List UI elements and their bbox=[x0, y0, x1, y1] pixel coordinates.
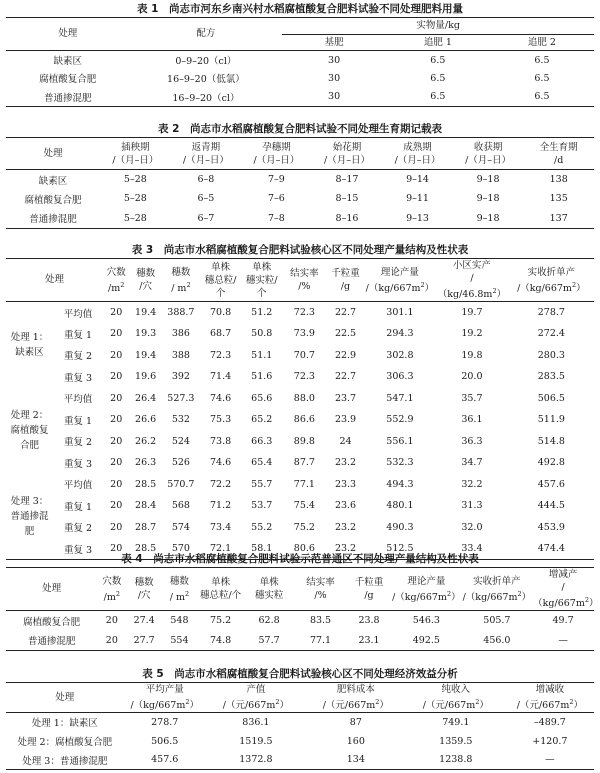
t3-cell: 302.8 bbox=[386, 349, 414, 361]
t5-body bbox=[6, 713, 594, 770]
t2-cell-treat: 普通掺混肥 bbox=[29, 214, 77, 225]
t4-cell: 27.7 bbox=[133, 634, 155, 646]
t3-cell: 36.3 bbox=[461, 435, 483, 447]
table-row bbox=[6, 388, 594, 410]
t3-cell-sub: 重复 3 bbox=[63, 544, 93, 556]
t5-header-col: 增减收 /（元$/667m^2$） bbox=[516, 684, 583, 712]
t4-cell: 74.8 bbox=[210, 634, 232, 646]
t3-cell: 570 bbox=[171, 543, 190, 555]
t3-cell: 86.6 bbox=[293, 414, 315, 426]
t3-cell: 32.0 bbox=[461, 521, 483, 533]
t4-header-col: 结实率 /% bbox=[306, 577, 335, 602]
t4-cell: — bbox=[558, 634, 568, 646]
t3-cell: 506.5 bbox=[537, 392, 565, 404]
t4-header-col: 穴数 $/m^2$ bbox=[102, 575, 122, 603]
t3-cell-sub: 重复 1 bbox=[63, 329, 93, 341]
t5-cell: 1372.8 bbox=[239, 754, 273, 766]
t3-cell: 72.1 bbox=[210, 543, 232, 555]
table-row bbox=[6, 189, 594, 209]
t1-cell-top1: 6.5 bbox=[430, 72, 446, 84]
t1-cell-top2: 6.5 bbox=[534, 54, 550, 66]
t3-cell: 20 bbox=[110, 414, 123, 426]
t2-header-col: 始花期 /（月–日） bbox=[324, 141, 370, 166]
t4-cell: 75.2 bbox=[210, 615, 232, 627]
t5-cell-treat: 处理 1：缺素区 bbox=[31, 718, 98, 730]
t3-cell: 28.7 bbox=[135, 521, 157, 533]
t3-cell: 19.4 bbox=[135, 307, 157, 319]
t5-cell: 836.1 bbox=[242, 716, 270, 728]
t4-header-col: 理论产量 $/(kg/667m^2)$ bbox=[392, 575, 461, 603]
t3-cell: 19.2 bbox=[461, 328, 483, 340]
t3-cell: 51.6 bbox=[251, 371, 273, 383]
t5-cell: –489.7 bbox=[533, 716, 566, 728]
t1-header-amount: 实物量/kg bbox=[416, 20, 460, 31]
table-1-caption: 表 1 尚志市河东乡南兴村水稻腐植酸复合肥料试验不同处理肥料用量 bbox=[137, 3, 463, 15]
t4-cell: 505.7 bbox=[483, 615, 511, 627]
t3-cell: 34.7 bbox=[461, 457, 483, 469]
t3-cell: 20 bbox=[110, 349, 123, 361]
t2-cell: 8–16 bbox=[335, 212, 359, 224]
t3-group-label: 处理 2：腐植酸复合肥 bbox=[10, 410, 49, 452]
t3-cell-sub: 重复 3 bbox=[63, 458, 93, 470]
t5-header-col: 肥料成本 /（元$/667m^2$） bbox=[322, 684, 389, 712]
t4-cell: 456.0 bbox=[483, 634, 511, 646]
t3-cell: 526 bbox=[171, 457, 190, 469]
t3-cell: 527.3 bbox=[167, 392, 195, 404]
t3-cell: 23.2 bbox=[334, 521, 357, 533]
t5-cell-treat: 处理 3：普通掺混肥 bbox=[22, 755, 108, 767]
t5-cell: 1359.5 bbox=[439, 735, 473, 747]
table-row bbox=[6, 69, 594, 88]
t3-cell: 20 bbox=[110, 435, 123, 447]
t4-cell: 554 bbox=[170, 634, 189, 646]
t2-header-col: 收获期 /（月–日） bbox=[465, 141, 512, 166]
t3-cell: 24 bbox=[339, 435, 352, 447]
t3-cell-sub: 重复 2 bbox=[63, 523, 93, 535]
t3-cell: 306.3 bbox=[386, 371, 414, 383]
t1-cell-base: 30 bbox=[328, 54, 341, 66]
t3-cell: 26.3 bbox=[135, 457, 157, 469]
t3-cell: 75.3 bbox=[210, 414, 232, 426]
t3-cell-sub: 平均值 bbox=[63, 394, 93, 406]
t3-cell: 72.3 bbox=[293, 307, 315, 319]
t3-cell: 72.3 bbox=[293, 371, 315, 383]
t3-cell: 73.8 bbox=[210, 435, 232, 447]
t1-header-treat: 处理 bbox=[58, 28, 78, 39]
t3-cell: 283.5 bbox=[537, 371, 565, 383]
t3-cell: 20 bbox=[110, 478, 123, 490]
t3-header-col: 千粒重 /g bbox=[331, 268, 360, 293]
t3-cell: 280.3 bbox=[537, 349, 565, 361]
t3-cell: 89.8 bbox=[293, 435, 315, 447]
t3-cell: 386 bbox=[171, 328, 190, 340]
t1-cell-formula: 0–9–20（cl） bbox=[175, 56, 237, 67]
table-row bbox=[6, 713, 594, 732]
t2-header-treat: 处理 bbox=[43, 147, 63, 159]
t3-header-treat: 处理 bbox=[44, 274, 64, 286]
table-row bbox=[6, 431, 594, 453]
t3-cell: 72.3 bbox=[210, 349, 232, 361]
t1-cell-formula: 16–9–20（低氯） bbox=[167, 74, 245, 86]
t3-cell: 272.4 bbox=[537, 328, 565, 340]
t3-cell: 457.6 bbox=[537, 478, 565, 490]
t3-cell: 480.1 bbox=[386, 500, 414, 512]
t3-cell: 26.6 bbox=[135, 414, 157, 426]
t4-cell: 548 bbox=[170, 615, 189, 627]
t3-cell: 23.3 bbox=[334, 478, 357, 490]
t3-cell: 532 bbox=[171, 414, 190, 426]
t3-cell: 68.7 bbox=[210, 328, 232, 340]
t1-cell-top1: 6.5 bbox=[430, 54, 446, 66]
t1-cell-formula: 16–9–20（cl） bbox=[172, 92, 240, 104]
t3-cell: 392 bbox=[171, 371, 190, 383]
t3-header-col: 穗数 /穴 bbox=[136, 268, 156, 293]
t3-cell: 80.6 bbox=[293, 543, 315, 555]
t3-cell: 23.2 bbox=[334, 457, 357, 469]
t5-cell: +120.7 bbox=[532, 735, 568, 747]
t3-cell: 71.4 bbox=[210, 371, 232, 383]
t3-cell: 26.2 bbox=[135, 435, 157, 447]
table-row bbox=[6, 323, 594, 345]
t3-cell: 50.8 bbox=[251, 328, 273, 340]
t5-cell: 278.7 bbox=[151, 716, 179, 728]
table-row bbox=[6, 170, 594, 190]
t4-header-col: 穗数 /穴 bbox=[134, 577, 154, 602]
t4-header-col: 千粒重 /g bbox=[354, 577, 384, 602]
t4-header-treat: 处理 bbox=[42, 583, 62, 595]
t3-cell-sub: 重复 2 bbox=[63, 351, 93, 363]
t3-cell: 19.6 bbox=[135, 371, 157, 383]
t2-cell: 9–11 bbox=[406, 193, 429, 205]
t4-body bbox=[6, 611, 594, 651]
t2-cell: 5–28 bbox=[123, 193, 147, 205]
t5-cell: 160 bbox=[346, 735, 365, 747]
table-row bbox=[6, 409, 594, 431]
t3-cell: 19.3 bbox=[135, 328, 157, 340]
t3-cell: 28.4 bbox=[135, 500, 157, 512]
t3-cell: 568 bbox=[171, 500, 190, 512]
table-row bbox=[6, 517, 594, 539]
t3-cell: 20 bbox=[110, 457, 123, 469]
t3-cell: 490.3 bbox=[386, 521, 414, 533]
t2-cell: 6–8 bbox=[197, 174, 215, 185]
t3-cell: 88.0 bbox=[293, 392, 315, 404]
t3-cell: 31.3 bbox=[461, 500, 483, 512]
t4-header-col: 增减产 $/(kg/667m^2)$ bbox=[533, 569, 599, 610]
t2-cell-treat: 腐植酸复合肥 bbox=[24, 194, 82, 206]
t2-cell: 8–15 bbox=[335, 193, 359, 205]
t3-cell: 22.5 bbox=[334, 328, 357, 340]
table-row bbox=[6, 631, 594, 651]
t4-cell: 49.7 bbox=[552, 615, 574, 627]
table-row bbox=[6, 732, 594, 751]
t3-header-col: 单株 穗总粒/个 bbox=[204, 261, 237, 299]
t3-cell: 58.1 bbox=[251, 543, 273, 555]
table-row bbox=[6, 345, 594, 367]
t1-cell-top2: 6.5 bbox=[534, 91, 550, 102]
t3-header-col: 穴数 $/m^2$ bbox=[106, 266, 126, 294]
t1-body bbox=[6, 51, 594, 107]
t3-cell-sub: 重复 1 bbox=[63, 415, 93, 427]
t2-cell: 9–18 bbox=[476, 193, 500, 205]
t3-cell: 22.7 bbox=[334, 307, 357, 319]
t3-cell: 70.7 bbox=[293, 349, 315, 361]
t3-cell-sub: 平均值 bbox=[63, 308, 93, 320]
t3-cell: 33.4 bbox=[461, 543, 483, 555]
table-2-caption: 表 2 尚志市水稻腐植酸复合肥料试验不同处理生育期记载表 bbox=[158, 123, 442, 135]
t2-header-col: 孕穗期 /（月–日） bbox=[253, 141, 300, 166]
t1-cell-top1: 6.5 bbox=[430, 91, 446, 102]
t5-cell: 506.5 bbox=[151, 735, 179, 747]
t2-cell: 9–18 bbox=[476, 174, 500, 185]
t3-cell: 19.7 bbox=[461, 307, 483, 319]
t3-cell: 70.8 bbox=[210, 307, 232, 319]
t4-header-col: 实收折单产 $/(kg/667m^2)$ bbox=[462, 575, 532, 603]
t5-cell: 457.6 bbox=[151, 754, 179, 766]
t3-cell: 77.1 bbox=[293, 478, 315, 490]
t3-cell: 74.6 bbox=[210, 457, 232, 469]
table-row bbox=[6, 51, 594, 70]
t5-header-col: 平均产量 $/(kg/667m^2)$ bbox=[130, 684, 200, 712]
table-4-caption: 表 4 尚志市水稻腐植酸复合肥料试验示范普通区不同处理产量结构及性状表 bbox=[121, 553, 479, 565]
t2-header-col: 插秧期 /（月–日） bbox=[112, 141, 159, 166]
table-5-grid bbox=[6, 682, 594, 770]
t2-header-col: 成熟期 /（月–日） bbox=[394, 141, 441, 166]
t3-cell: 55.7 bbox=[251, 478, 273, 490]
table-2-grid bbox=[6, 137, 594, 229]
t3-cell: 19.4 bbox=[135, 349, 157, 361]
t3-cell: 23.2 bbox=[334, 543, 357, 555]
t2-header-col: 全生育期 /d bbox=[539, 141, 578, 166]
t4-header-col: 单株 穗总粒/个 bbox=[199, 577, 242, 602]
t1-cell-treat: 普通掺混肥 bbox=[43, 92, 92, 104]
t3-cell: 570.7 bbox=[167, 478, 195, 490]
t3-header-col: 理论产量 $/(kg/667m^2)$ bbox=[365, 266, 435, 294]
t3-cell: 32.2 bbox=[461, 478, 483, 490]
t3-cell: 23.9 bbox=[334, 414, 357, 426]
t4-cell: 77.1 bbox=[309, 634, 332, 646]
t2-cell: 7–6 bbox=[268, 193, 285, 205]
t3-cell: 574 bbox=[171, 521, 190, 533]
t3-group-label: 处理 1：缺素区 bbox=[10, 331, 49, 358]
t3-cell: 28.5 bbox=[135, 543, 157, 555]
t3-cell: 23.6 bbox=[334, 500, 357, 512]
t3-cell: 87.7 bbox=[293, 457, 315, 469]
t3-cell: 494.3 bbox=[386, 478, 414, 490]
table-row bbox=[6, 209, 594, 229]
table-5-caption: 表 5 尚志市水稻腐植酸复合肥料试验核心区不同处理经济效益分析 bbox=[142, 668, 458, 680]
t3-cell: 72.2 bbox=[210, 478, 232, 490]
t2-cell: 6–5 bbox=[197, 193, 215, 205]
t2-cell: 7–8 bbox=[268, 212, 285, 224]
t2-cell: 9–14 bbox=[406, 174, 429, 185]
t4-cell: 23.1 bbox=[358, 634, 380, 646]
t4-cell: 23.8 bbox=[358, 615, 380, 627]
t3-cell: 514.8 bbox=[537, 435, 565, 447]
table-3-caption: 表 3 尚志市水稻腐植酸复合肥料试验核心区不同处理产量结构及性状表 bbox=[131, 244, 469, 256]
t5-header-col: 产值 /（元$/667m^2$） bbox=[222, 684, 289, 712]
table-2 bbox=[6, 122, 594, 229]
t4-cell: 546.3 bbox=[412, 615, 440, 627]
t2-cell: 135 bbox=[549, 193, 568, 205]
table-1 bbox=[6, 2, 594, 107]
t2-cell: 137 bbox=[549, 212, 568, 224]
t2-cell: 7–9 bbox=[268, 174, 285, 185]
t3-cell: 20 bbox=[110, 307, 123, 319]
t3-cell-sub: 平均值 bbox=[63, 480, 93, 492]
t5-cell: 87 bbox=[349, 716, 362, 728]
t2-cell-treat: 缺素区 bbox=[38, 175, 68, 187]
t3-cell: 19.8 bbox=[461, 349, 483, 361]
t3-cell: 71.2 bbox=[210, 500, 232, 512]
t4-cell-treat: 腐植酸复合肥 bbox=[23, 616, 81, 628]
t3-cell: 65.2 bbox=[251, 414, 273, 426]
t3-cell: 474.4 bbox=[537, 543, 565, 555]
t5-header-col: 纯收入 /（元$/667m^2$） bbox=[422, 684, 489, 712]
t3-cell: 35.7 bbox=[461, 392, 483, 404]
t3-cell: 492.8 bbox=[537, 457, 565, 469]
t3-cell: 23.7 bbox=[334, 392, 357, 404]
t3-cell: 22.9 bbox=[334, 349, 357, 361]
t5-cell: 1519.5 bbox=[239, 735, 273, 747]
table-row bbox=[6, 366, 594, 388]
t3-cell: 547.1 bbox=[386, 392, 414, 404]
t3-cell: 75.4 bbox=[293, 500, 315, 512]
t3-cell: 20 bbox=[110, 371, 123, 383]
t3-cell-sub: 重复 3 bbox=[63, 372, 93, 384]
t4-cell: 57.7 bbox=[258, 634, 280, 646]
table-row bbox=[6, 474, 594, 496]
t3-header-col: 单株 穗实粒/个 bbox=[245, 261, 278, 299]
t1-cell-treat: 腐植酸复合肥 bbox=[39, 74, 97, 86]
t3-cell: 388.7 bbox=[167, 307, 195, 319]
t5-cell: 134 bbox=[346, 754, 365, 766]
t3-cell: 524 bbox=[171, 435, 190, 447]
table-row bbox=[6, 88, 594, 107]
table-row bbox=[6, 751, 594, 770]
t2-body bbox=[6, 170, 594, 229]
t3-cell-sub: 重复 2 bbox=[63, 437, 93, 449]
t3-cell: 453.9 bbox=[537, 521, 565, 533]
t3-cell: 20 bbox=[110, 328, 123, 340]
table-row bbox=[6, 302, 594, 324]
t3-cell: 301.1 bbox=[386, 307, 414, 319]
t1-header-base: 基肥 bbox=[282, 35, 385, 51]
t1-cell-treat: 缺素区 bbox=[53, 56, 82, 67]
t1-header-top1: 追肥 1 bbox=[386, 35, 490, 51]
t1-header-top2: 追肥 2 bbox=[490, 35, 594, 51]
t5-cell-treat: 处理 2：腐植酸复合肥 bbox=[17, 737, 113, 749]
t3-cell: 26.4 bbox=[135, 392, 157, 404]
table-5 bbox=[6, 667, 594, 770]
table-row bbox=[6, 611, 594, 631]
t3-header-col: 穗数 / $m^2$ bbox=[171, 266, 191, 294]
t2-cell: 6–7 bbox=[197, 212, 215, 224]
t2-cell: 5–28 bbox=[123, 174, 147, 185]
t5-cell: 749.1 bbox=[442, 716, 470, 728]
t3-cell: 73.4 bbox=[210, 521, 232, 533]
t2-cell: 9–18 bbox=[476, 212, 500, 224]
t5-cell: — bbox=[545, 754, 555, 766]
t3-cell: 65.6 bbox=[251, 392, 273, 404]
t3-header-col: 小区实产 $/(kg/46.8m^2)$ bbox=[437, 260, 507, 301]
t3-cell: 66.3 bbox=[251, 435, 273, 447]
t1-cell-top2: 6.5 bbox=[534, 72, 550, 84]
t3-cell: 294.3 bbox=[386, 328, 414, 340]
t2-cell: 138 bbox=[549, 174, 568, 185]
t4-cell: 27.4 bbox=[133, 615, 155, 627]
t3-body bbox=[6, 302, 594, 560]
t3-cell: 20 bbox=[110, 500, 123, 512]
t4-header-col: 穗数 / $m^2$ bbox=[169, 575, 190, 603]
table-4 bbox=[6, 552, 599, 651]
t4-cell: 62.8 bbox=[258, 615, 280, 627]
t3-cell: 75.2 bbox=[293, 521, 315, 533]
t4-cell: 20 bbox=[105, 615, 118, 627]
t2-header-col: 返青期 /（月–日） bbox=[182, 141, 229, 166]
t3-cell: 556.1 bbox=[386, 435, 414, 447]
t3-cell: 278.7 bbox=[537, 307, 565, 319]
t2-cell: 9–13 bbox=[406, 212, 429, 224]
t3-cell: 552.9 bbox=[386, 414, 414, 426]
t3-cell: 65.4 bbox=[251, 457, 273, 469]
t3-header-col: 结实率 /% bbox=[290, 268, 319, 293]
t3-group-label: 处理 3：普通掺混肥 bbox=[10, 495, 49, 537]
t1-header-formula: 配方 bbox=[196, 28, 216, 39]
table-1-grid bbox=[6, 17, 594, 107]
t4-cell: 20 bbox=[105, 634, 118, 646]
t4-header-col: 单株 穗实粒 bbox=[254, 577, 284, 602]
t3-cell: 22.7 bbox=[334, 371, 357, 383]
t3-cell: 20.0 bbox=[461, 371, 483, 383]
t3-cell: 20 bbox=[110, 543, 123, 555]
t3-cell: 28.5 bbox=[135, 478, 157, 490]
table-3-grid bbox=[6, 258, 594, 560]
t3-cell: 55.2 bbox=[251, 521, 273, 533]
t3-cell: 444.5 bbox=[537, 500, 565, 512]
t1-cell-base: 30 bbox=[328, 72, 341, 84]
t3-cell: 36.1 bbox=[461, 414, 483, 426]
t3-cell: 51.2 bbox=[251, 307, 273, 319]
t2-cell: 5–28 bbox=[123, 212, 147, 224]
t2-cell: 8–17 bbox=[335, 174, 359, 185]
t3-cell-sub: 重复 1 bbox=[63, 501, 93, 513]
table-row bbox=[6, 495, 594, 517]
table-4-grid bbox=[6, 567, 599, 651]
t3-header-col: 实收折单产 $/(kg/667m^2)$ bbox=[517, 266, 586, 294]
t3-cell: 512.5 bbox=[386, 543, 414, 555]
t3-cell: 51.1 bbox=[251, 349, 273, 361]
table-row bbox=[6, 452, 594, 474]
t5-cell: 1238.8 bbox=[439, 754, 473, 766]
t3-cell: 20 bbox=[110, 392, 123, 404]
t1-cell-base: 30 bbox=[328, 91, 341, 102]
t3-cell: 532.3 bbox=[386, 457, 414, 469]
t4-cell: 492.5 bbox=[412, 634, 440, 646]
t3-cell: 388 bbox=[171, 349, 190, 361]
t3-cell: 20 bbox=[110, 521, 123, 533]
t3-cell: 511.9 bbox=[537, 414, 565, 426]
t3-cell: 73.9 bbox=[293, 328, 315, 340]
table-3 bbox=[6, 243, 594, 560]
t4-cell: 83.5 bbox=[309, 615, 332, 627]
t4-cell-treat: 普通掺混肥 bbox=[27, 636, 76, 648]
t5-header-treat: 处理 bbox=[55, 691, 75, 703]
t3-cell: 53.7 bbox=[251, 500, 273, 512]
t3-cell: 74.6 bbox=[210, 392, 232, 404]
